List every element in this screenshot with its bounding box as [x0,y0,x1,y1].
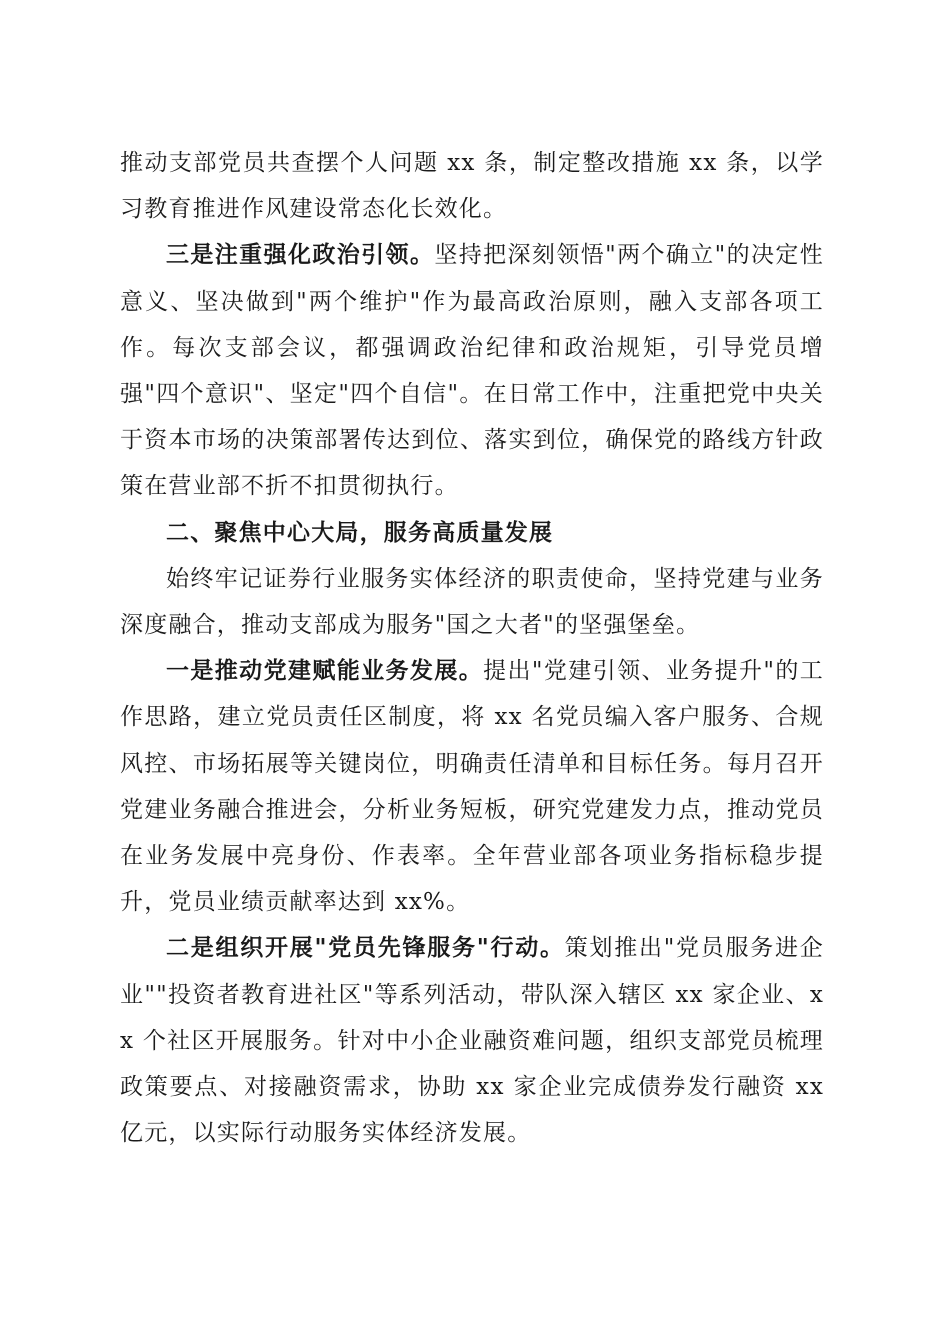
paragraph-lead: 二是组织开展"党员先锋服务"行动。 [166,934,565,962]
section-heading: 二、聚焦中心大局，服务高质量发展 [166,519,554,546]
paragraph-vanguard-service [120,925,824,1156]
document-page [120,140,824,1156]
paragraph-lead: 三是注重强化政治引领。 [166,241,435,269]
paragraph-lead: 一是推动党建赋能业务发展。 [166,657,484,685]
paragraph-continuation [120,140,824,232]
paragraph-text: 策划推出"党员服务进企业""投资者教育进社区"等系列活动，带队深入辖区 xx 家企业、xx 个社区开展服务。针对中小企业融资难问题，组织支部党员梳理政策要点、对接融资需求，协助 xx 家企业完成债券发行融资 xx 亿元，以实际行动服务实体经济发展。 [120,935,824,1147]
paragraph-section-intro [120,556,824,648]
paragraph-political-guidance [120,232,824,509]
paragraph-text: 坚持把深刻领悟"两个确立"的决定性意义、坚决做到"两个维护"作为最高政治原则，融入支部各项工作。每次支部会议，都强调政治纪律和政治规矩，引导党员增强"四个意识"、坚定"四个自信"。在日常工作中，注重把党中央关于资本市场的决策部署传达到位、落实到位，确保党的路线方针政策在营业部不折不扣贯彻执行。 [120,242,825,500]
paragraph-text: 提出"党建引领、业务提升"的工作思路，建立党员责任区制度，将 xx 名党员编入客户服务、合规风控、市场拓展等关键岗位，明确责任清单和目标任务。每月召开党建业务融合推进会，分析业务短板，研究党建发力点，推动党员在业务发展中亮身份、作表率。全年营业部各项业务指标稳步提升，党员业绩贡献率达到 xx%。 [120,658,824,916]
paragraph-party-building-empowerment [120,648,824,925]
paragraph-text: 推动支部党员共查摆个人问题 xx 条，制定整改措施 xx 条，以学习教育推进作风建设常态化长效化。 [120,150,824,223]
paragraph-text: 始终牢记证券行业服务实体经济的职责使命，坚持党建与业务深度融合，推动支部成为服务"国之大者"的坚强堡垒。 [120,565,824,639]
